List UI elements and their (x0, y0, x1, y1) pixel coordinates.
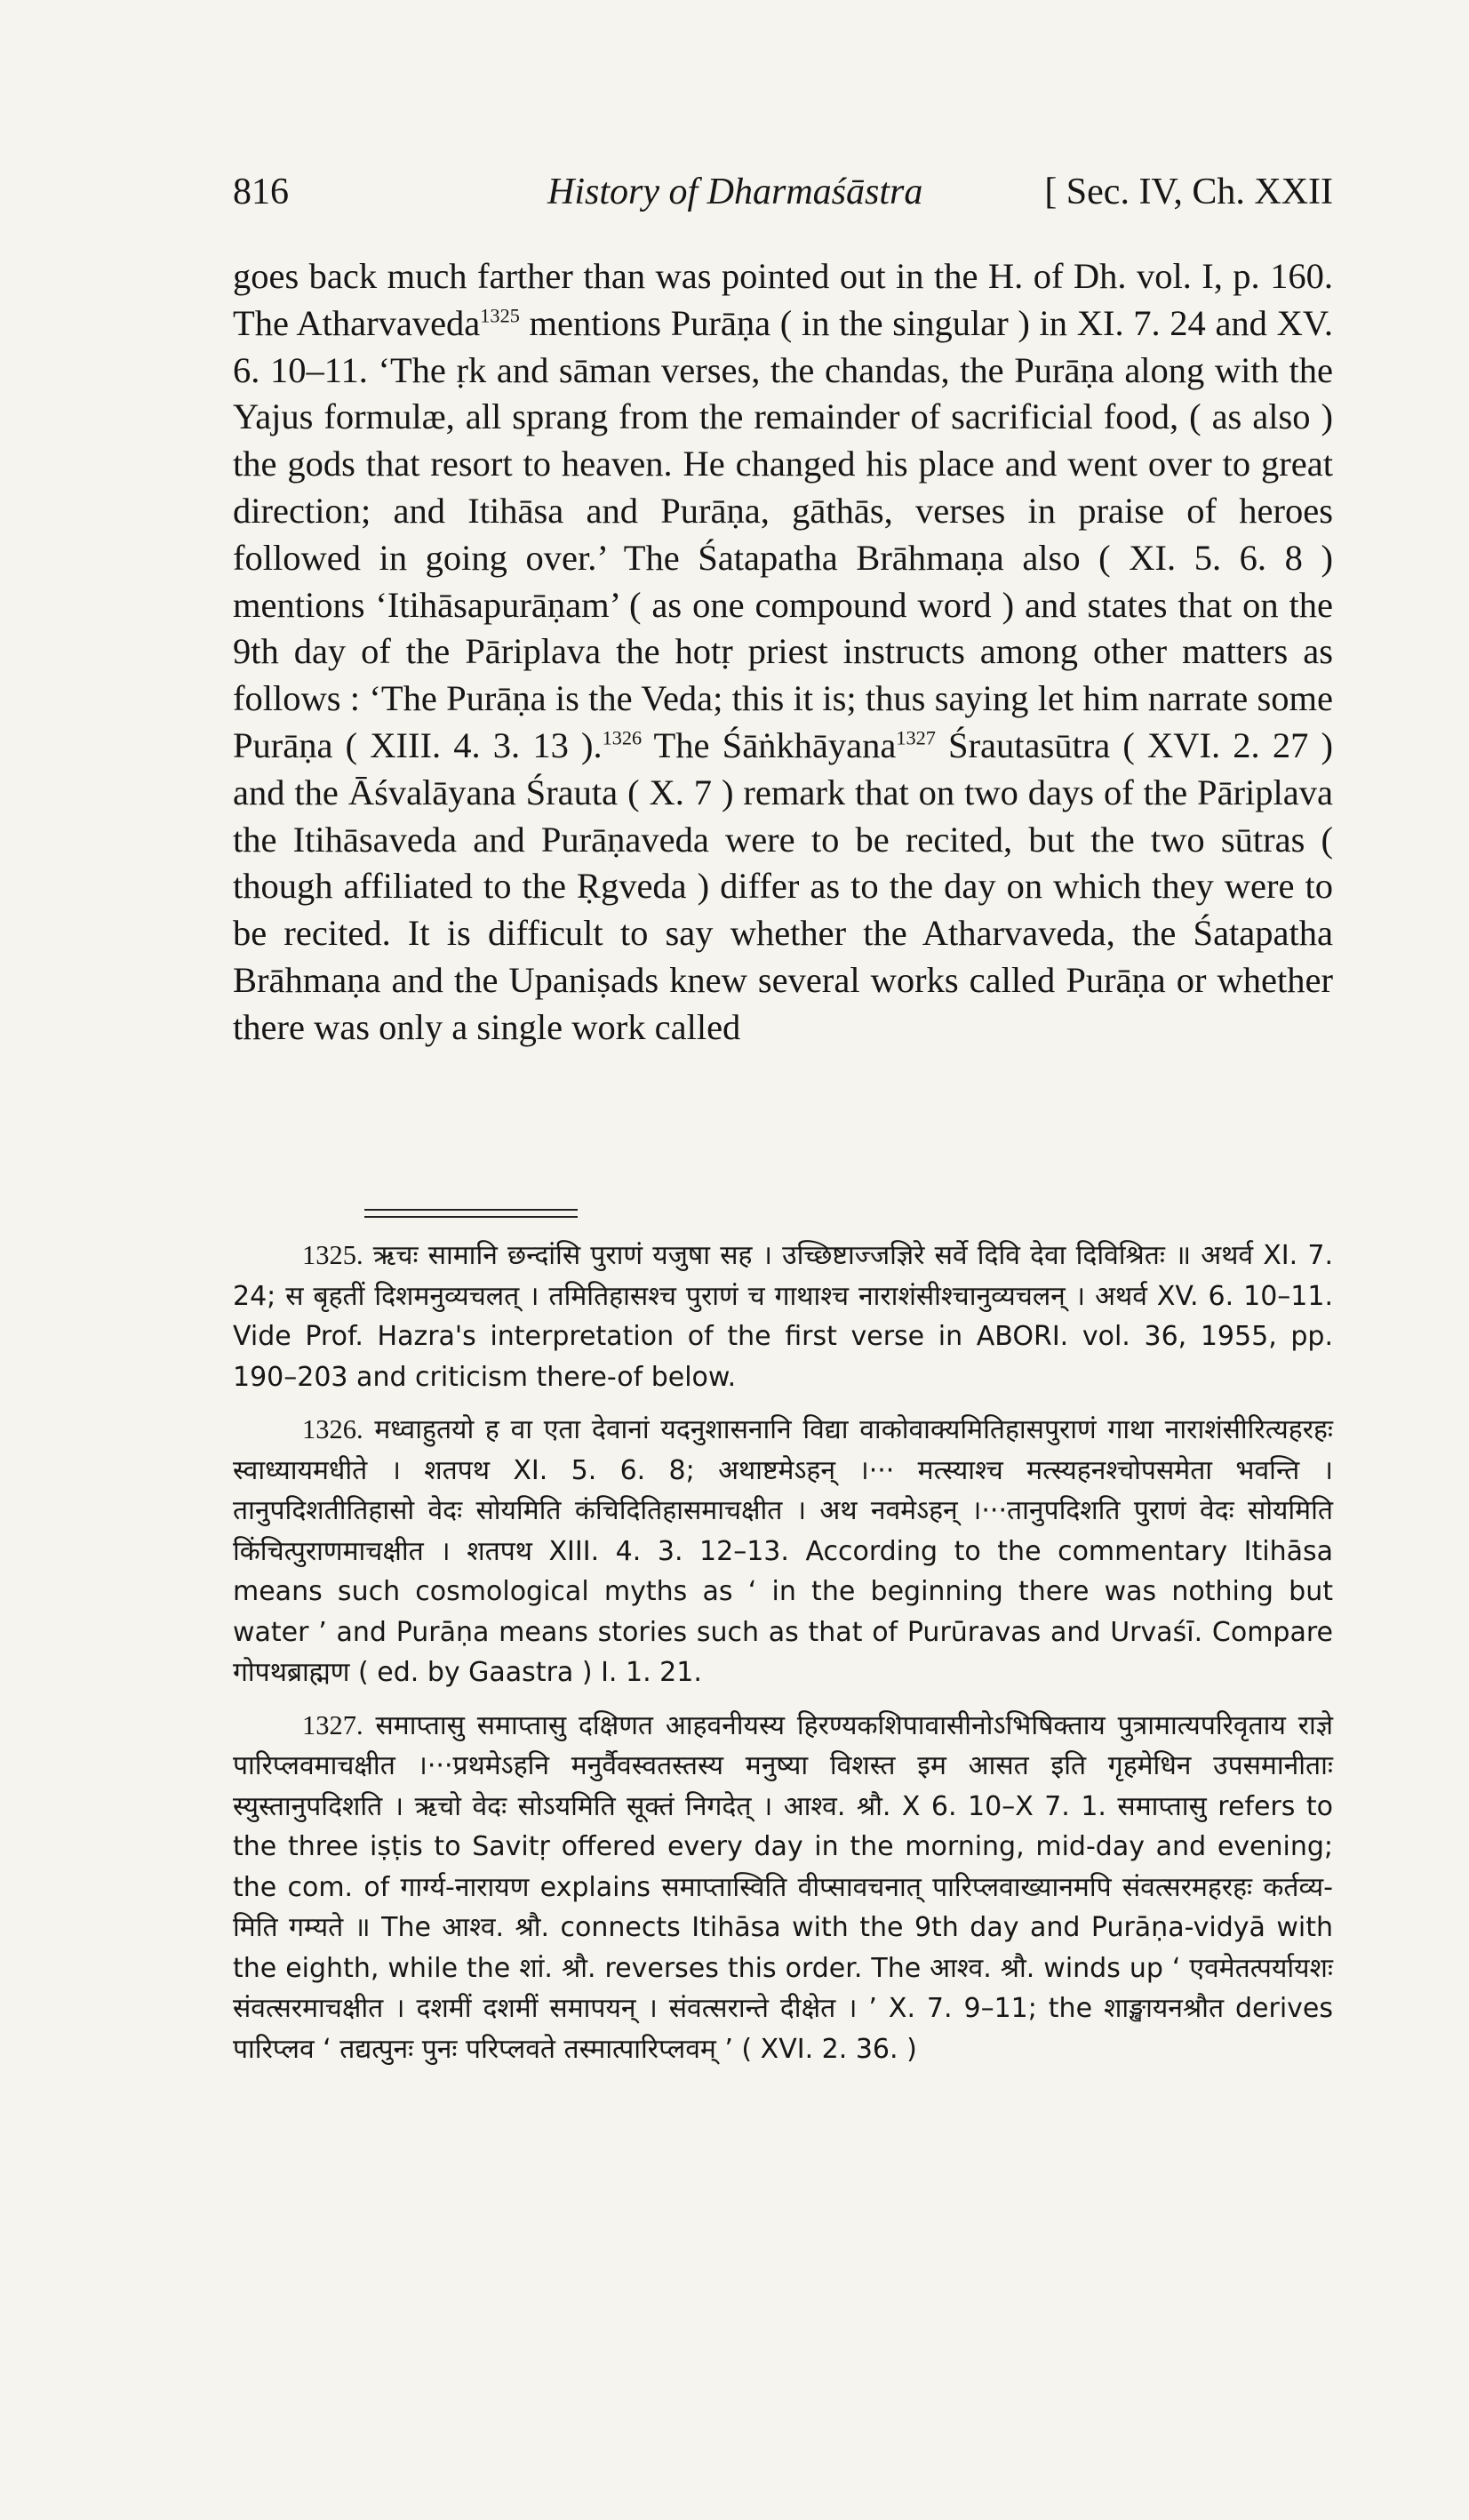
footnote-1325 (233, 1236, 1333, 1397)
text-part-2: mentions Purāṇa ( in the singular ) in XI. 7. 24 and XV. 6. 10–11. ‘The ṛk and sāman verses, the chandas, the Purāṇa along with the Yajus formulæ, all sprang from the remainder of sacrificial food, ( as also ) the gods that resort to heaven. He changed his place and went over to great direction; and Itihāsa and Purāṇa, gāthās, verses in praise of heroes followed in going over.’ The Śatapatha Brāhmaṇa also ( XI. 5. 6. 8 ) mentions ‘Itihāsapurāṇam’ ( as one compound word ) and states that on the 9th day of the Pāriplava the hotṛ priest instructs among other matters as follows : ‘The Purāṇa is the Veda; this it is; thus saying let him narrate some Purāṇa ( XIII. 4. 3. 13 ). (233, 302, 1333, 765)
footnote-ref-1325: 1325 (480, 304, 520, 327)
main-text (233, 253, 1333, 1052)
footnote-rule-top (364, 1209, 578, 1211)
text-part-3: The Śāṅkhāyana (642, 724, 897, 765)
footnote-1326 (233, 1410, 1333, 1693)
footnote-rule-bottom (364, 1216, 578, 1218)
footnote-1327 (233, 1706, 1333, 2070)
section-label: [ Sec. IV, Ch. XXII (1044, 172, 1333, 212)
page-number: 816 (233, 172, 289, 212)
footnotes (233, 1236, 1333, 2082)
footnote-number: 1326. (302, 1414, 363, 1444)
footnote-number: 1325. (302, 1240, 363, 1270)
footnote-ref-1326: 1326 (602, 726, 643, 749)
running-title: History of Dharmaśāstra (547, 172, 923, 212)
footnote-number: 1327. (302, 1709, 363, 1740)
body-paragraph (233, 253, 1333, 1052)
text-part-1: goes back much farther than was pointed out in the H. of Dh. vol. I, p. 160. The Atharvaveda (233, 256, 1333, 343)
footnote-ref-1327: 1327 (896, 726, 936, 749)
footnote-text: मध्वाहुतयो ह वा एता देवानां यदनुशासनानि विद्या वाकोवाक्यमितिहासपुराणं गाथा नाराशंसीरित्यहरहः स्वाध्यायमधीते । शतपथ XI. 5. 6. 8; अथाष्टमेऽहन् ।··· मत्स्याश्च मत्स्यहनश्चोपसमेता भवन्ति । तानुपदिशतीतिहासो वेदः सोयमिति कंचिदितिहासमाचक्षीत । अथ नवमेऽहन् ।···तानुपदिशति पुराणं वेदः सोयमिति किंचित्पुराणमाचक्षीत । शतपथ XIII. 4. 3. 12–13. According to the commentary Itihāsa means such cosmological myths as ‘ in the beginning there was nothing but water ’ and Purāṇa means stories such as that of Purūravas and Urvaśī. Compare गोपथब्राह्मण ( ed. by Gaastra ) I. 1. 21. (233, 1414, 1333, 1688)
text-part-4: Śrautasūtra ( XVI. 2. 27 ) and the Āśvalāyana Śrauta ( X. 7 ) remark that on two days of the Pāriplava the Itihāsaveda and Purāṇaveda were to be recited, but the two sūtras ( though affiliated to the Ṛgveda ) differ as to the day on which they were to be recited. It is difficult to say whether the Atharvaveda, the Śatapatha Brāhmaṇa and the Upaniṣads knew several works called Purāṇa or whether there was only a single work called (233, 724, 1333, 1047)
page-header (233, 171, 1333, 233)
footnote-text: ऋचः सामानि छन्दांसि पुराणं यजुषा सह । उच्छिष्टाज्जज्ञिरे सर्वे दिवि देवा दिविश्रितः ॥ अथर्व XI. 7. 24; स बृहतीं दिशमनुव्यचलत् । तमितिहासश्च पुराणं च गाथाश्च नाराशंसीश्चानुव्यचलन् । अथर्व XV. 6. 10–11. Vide Prof. Hazra's interpretation of the first verse in ABORI. vol. 36, 1955, pp. 190–203 and criticism there-of below. (233, 1240, 1333, 1393)
footnote-text: समाप्तासु समाप्तासु दक्षिणत आहवनीयस्य हिरण्यकशिपावासीनोऽभिषिक्ताय पुत्रामात्यपरिवृताय राज्ञे पारिप्लवमाचक्षीत ।···प्रथमेऽहनि मनुर्वैवस्वतस्तस्य मनुष्या विशस्त इम आसत इति गृहमेधिन उपसमानीताः स्युस्तानुपदिशति । ऋचो वेदः सोऽयमिति सूक्तं निगदेत् । आश्व. श्रौ. X 6. 10–X 7. 1. समाप्तासु refers to the three iṣṭis to Savitṛ offered every day in the morning, mid-day and evening; the com. of गार्ग्य-नारायण explains समाप्तास्विति वीप्सावचनात् पारिप्लवाख्यानमपि संवत्सरमहरहः कर्तव्य-मिति गम्यते ॥ The आश्व. श्रौ. connects Itihāsa with the 9th day and Purāṇa-vidyā with the eighth, while the शां. श्रौ. reverses this order. The आश्व. श्रौ. winds up ‘ एवमेतत्पर्यायशः संवत्सरमाचक्षीत । दशमीं दशमीं समापयन् । संवत्सरान्ते दीक्षेत । ’ X. 7. 9–11; the शाङ्खायनश्रौत derives पारिप्लव ‘ तद्यत्पुनः पुनः परिप्लवते तस्मात्पारिप्लवम् ’ ( XVI. 2. 36. ) (233, 1709, 1333, 2065)
